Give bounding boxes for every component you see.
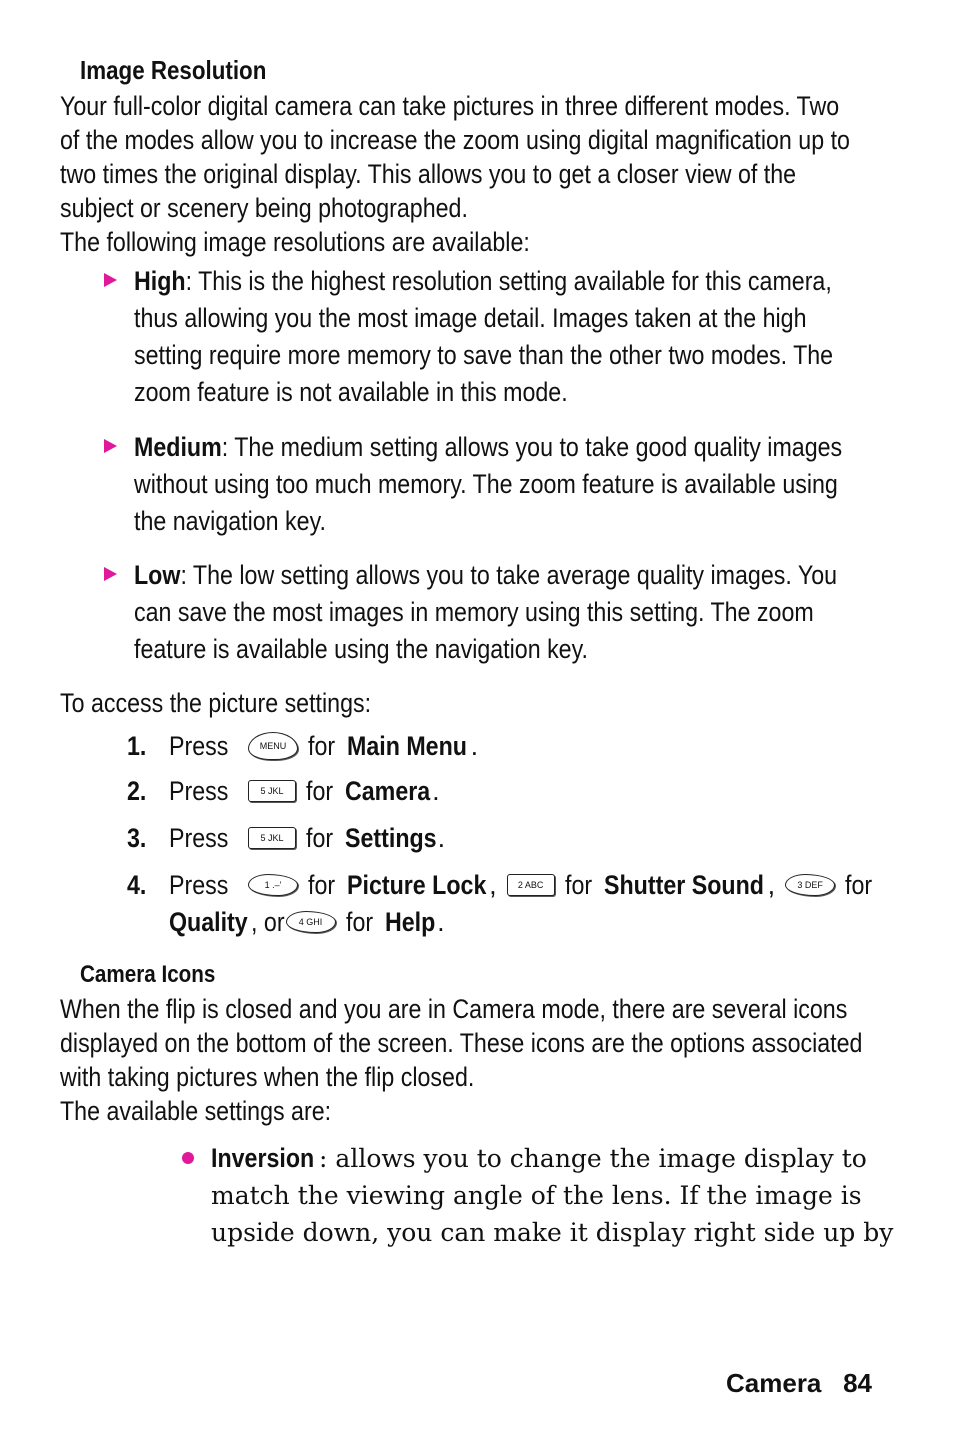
text-line: : The medium setting allows you to take good quality images bbox=[221, 432, 843, 462]
target-camera: Camera bbox=[345, 776, 431, 806]
key-label: 3 DEF bbox=[797, 880, 823, 890]
section-heading-camera-icons: Camera Icons bbox=[80, 961, 216, 988]
text-line: two times the original display. This allows you to get a closer view of the bbox=[60, 159, 797, 189]
triangle-bullet-icon bbox=[104, 439, 117, 453]
triangle-bullet-icon bbox=[104, 273, 117, 287]
punct: . bbox=[432, 776, 440, 806]
punct: , bbox=[489, 870, 497, 900]
page-footer bbox=[726, 1368, 872, 1399]
press-text: Press bbox=[169, 731, 229, 761]
for-text: for bbox=[345, 907, 373, 937]
press-text: Press bbox=[169, 776, 229, 806]
key-label: 5 JKL bbox=[260, 786, 284, 796]
text-line: zoom feature is not available in this mode. bbox=[134, 377, 568, 407]
punct: . bbox=[437, 823, 446, 853]
term-low: Low bbox=[134, 560, 181, 590]
press-text: Press bbox=[169, 870, 229, 900]
key-5-icon bbox=[248, 780, 296, 802]
punct: , or bbox=[250, 907, 285, 937]
key-4-icon bbox=[286, 911, 336, 933]
key-label: 1 .–' bbox=[264, 880, 282, 890]
punct: . bbox=[437, 907, 445, 937]
text-line: To access the picture settings: bbox=[60, 688, 372, 718]
key-label: 4 GHI bbox=[298, 917, 323, 927]
key-5-icon bbox=[248, 827, 296, 849]
text-line: setting require more memory to save than the other two modes. The bbox=[134, 340, 834, 370]
text-line: upside down, you can make it display right side up by bbox=[211, 1218, 894, 1247]
term-inversion: Inversion bbox=[211, 1143, 315, 1173]
key-label: MENU bbox=[259, 741, 287, 751]
text-line: The available settings are: bbox=[60, 1096, 332, 1126]
target-settings: Settings bbox=[345, 823, 437, 853]
step-number: 1. bbox=[127, 731, 147, 761]
key-label: 2 ABC bbox=[517, 880, 544, 890]
press-text: Press bbox=[169, 823, 229, 853]
camera-icons-paragraph bbox=[60, 992, 954, 1128]
text-line: : allows you to change the image display to bbox=[319, 1144, 867, 1173]
footer-section: Camera bbox=[726, 1368, 822, 1398]
for-text: for bbox=[306, 776, 334, 806]
section-heading-image-resolution: Image Resolution bbox=[80, 55, 267, 85]
text-line: without using too much memory. The zoom feature is available using bbox=[134, 469, 838, 499]
triangle-bullet-icon bbox=[104, 567, 117, 581]
step-number: 3. bbox=[127, 823, 147, 853]
text-line: match the viewing angle of the lens. If the image is bbox=[211, 1181, 862, 1210]
key-2-icon bbox=[507, 874, 555, 896]
target-help: Help bbox=[384, 907, 435, 937]
text-line: Your full-color digital camera can take pictures in three different modes. Two bbox=[60, 91, 840, 121]
text-line: of the modes allow you to increase the zoom using digital magnification up to bbox=[60, 125, 850, 155]
text-line: the navigation key. bbox=[134, 506, 326, 536]
text-line: can save the most images in memory using this setting. The zoom bbox=[134, 597, 814, 627]
text-line: : This is the highest resolution setting available for this camera, bbox=[185, 266, 832, 296]
term-high: High bbox=[134, 266, 186, 296]
page-number: 84 bbox=[843, 1368, 872, 1398]
target-main-menu: Main Menu bbox=[347, 731, 468, 761]
step-number: 4. bbox=[127, 870, 147, 900]
punct: , bbox=[767, 870, 776, 900]
for-text: for bbox=[845, 870, 873, 900]
text-line: The following image resolutions are available: bbox=[60, 227, 530, 257]
key-1-icon bbox=[248, 874, 298, 896]
for-text: for bbox=[306, 823, 334, 853]
for-text: for bbox=[564, 870, 592, 900]
text-line: thus allowing you the most image detail. Images taken at the high bbox=[134, 303, 807, 333]
target-shutter-sound: Shutter Sound bbox=[603, 870, 764, 900]
step-number: 2. bbox=[127, 776, 147, 806]
menu-key-icon bbox=[248, 732, 298, 760]
intro-paragraph bbox=[60, 89, 954, 259]
for-text: for bbox=[308, 731, 336, 761]
text-line: with taking pictures when the flip closed. bbox=[60, 1062, 475, 1092]
text-line: : The low setting allows you to take average quality images. You bbox=[180, 560, 838, 590]
access-paragraph bbox=[60, 686, 954, 720]
target-quality: Quality bbox=[169, 907, 248, 937]
key-3-icon bbox=[785, 874, 835, 896]
text-line: feature is available using the navigation key. bbox=[134, 634, 588, 664]
punct: . bbox=[470, 731, 479, 761]
text-line: displayed on the bottom of the screen. These icons are the options associated bbox=[60, 1028, 863, 1058]
text-line: When the flip is closed and you are in Camera mode, there are several icons bbox=[60, 994, 848, 1024]
target-picture-lock: Picture Lock bbox=[347, 870, 487, 900]
text-line: subject or scenery being photographed. bbox=[60, 193, 468, 223]
key-label: 5 JKL bbox=[260, 833, 284, 843]
circle-bullet-icon bbox=[182, 1152, 194, 1164]
for-text: for bbox=[308, 870, 336, 900]
term-medium: Medium bbox=[134, 432, 222, 462]
